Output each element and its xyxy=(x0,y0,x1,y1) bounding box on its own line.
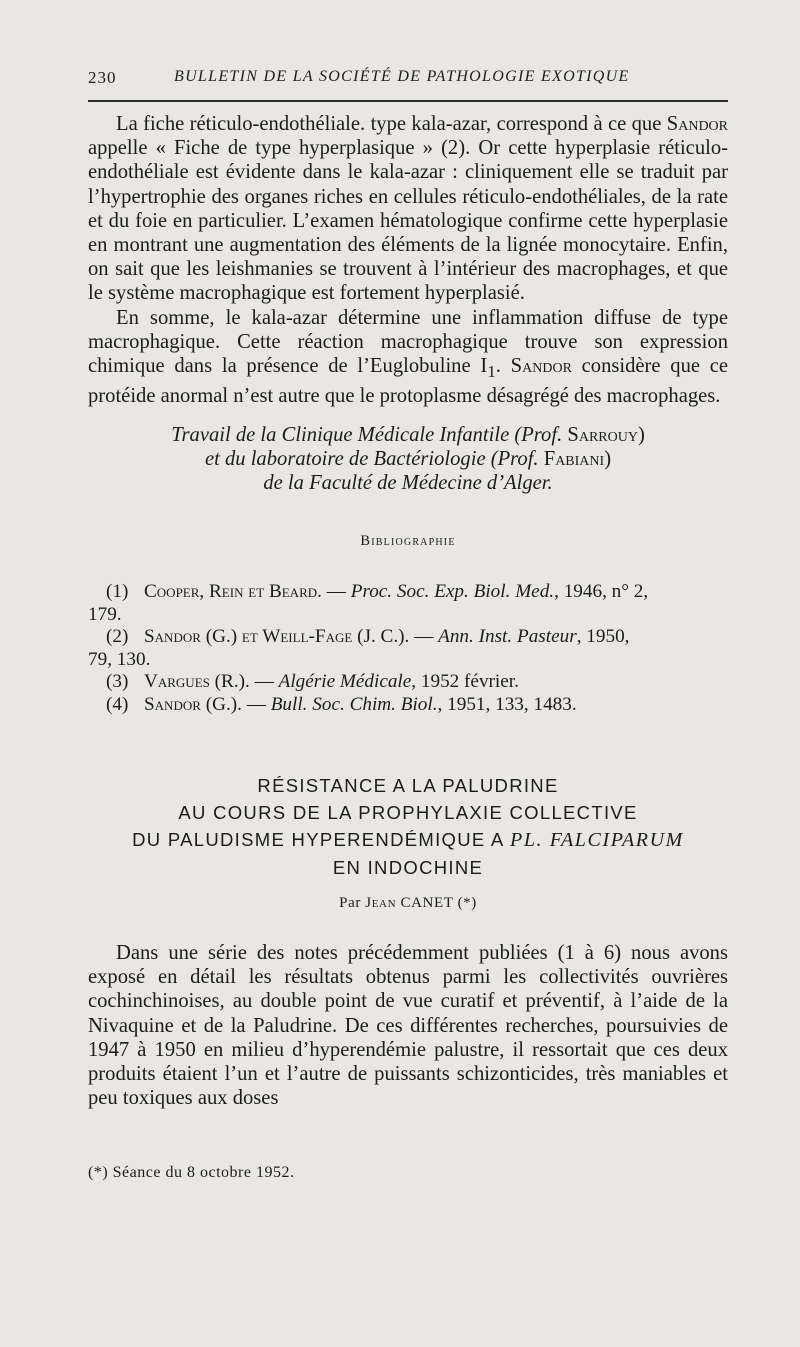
species-name: PL. FALCIPARUM xyxy=(510,828,684,851)
author-first-name: Jean xyxy=(365,894,397,911)
main-text xyxy=(88,112,728,1110)
institution-credit xyxy=(88,423,728,495)
title-line-3: DU PALUDISME HYPERENDÉMIQUE A PL. FALCIPARUM xyxy=(132,828,684,851)
bibliography-entry xyxy=(88,626,728,671)
bibliography-list xyxy=(88,581,728,716)
professor-name: Sarrouy xyxy=(567,423,638,446)
credit-line-2: et du laboratoire de Bactériologie (Prof. Fabiani) xyxy=(204,447,612,470)
paragraph-2-text-c: considère que ce protéide anormal n’est autre que le protoplasme désagrégé des macrophages. xyxy=(88,355,729,408)
reference-number: (1) xyxy=(106,580,129,602)
bibliography-entry xyxy=(88,694,728,716)
author-name: Sandor xyxy=(510,355,572,378)
paragraph-2-text-b: . xyxy=(495,355,511,378)
title-line-2: AU COURS DE LA PROPHYLAXIE COLLECTIVE xyxy=(178,801,638,823)
reference-text: Cooper, Rein et Beard. — Proc. Soc. Exp. Biol. Med., 1946, n° 2, xyxy=(144,580,649,602)
running-head: BULLETIN DE LA SOCIÉTÉ DE PATHOLOGIE EXOTIQUE xyxy=(174,68,630,85)
reference-continuation: 179. xyxy=(88,604,122,626)
subscript: 1 xyxy=(487,362,496,382)
page-number: 230 xyxy=(88,68,117,87)
title-line-1: RÉSISTANCE A LA PALUDRINE xyxy=(257,774,559,796)
credit-line-3: de la Faculté de Médecine d’Alger. xyxy=(263,471,553,494)
bibliography-title: Bibliographie xyxy=(360,532,456,549)
credit-line-1: Travail de la Clinique Médicale Infantile (Prof. Sarrouy) xyxy=(171,423,645,446)
reference-text: Sandor (G.) et Weill-Fage (J. C.). — Ann. Inst. Pasteur, 1950, xyxy=(144,625,630,647)
title-line-4: EN INDOCHINE xyxy=(332,856,484,878)
paragraph-2-text-a: En somme, le kala-azar détermine une inflammation diffuse de type macrophagique. Cette réaction macrophagique trouve son expression chimique dans la présence de l’Euglobuline I xyxy=(88,306,728,378)
journal-name: Algérie Médicale xyxy=(278,670,412,692)
author-name: Sandor xyxy=(666,113,728,135)
paragraph-1 xyxy=(88,112,728,306)
reference-continuation: 79, 130. xyxy=(88,649,151,671)
paragraph-1-text-a: La fiche réticulo-endothéliale. type kala-azar, correspond à ce que xyxy=(116,113,667,135)
paragraph-3: Dans une série des notes précédemment publiées (1 à 6) nous avons exposé en détail les résultats obtenus parmi les collectivités ouvrières cochinchinoises, au double point de vue curatif et préventif, à l’aide de la Nivaquine et de la Paludrine. De ces différentes recherches, poursuivies de 1947 à 1950 en milieu d’hyperendémie palustre, il ressortait que ces deux produits étaient l’un et l’autre de puissants schizonticides, très maniables et peu toxiques aux doses xyxy=(88,941,728,1110)
journal-name: Bull. Soc. Chim. Biol. xyxy=(270,694,438,716)
header-rule xyxy=(88,100,728,102)
footnote-mark: (*) xyxy=(453,894,477,911)
author-surname: CANET xyxy=(400,894,454,911)
professor-name: Fabiani xyxy=(543,447,605,470)
reference-text: Sandor (G.). — Bull. Soc. Chim. Biol., 1951, 133, 1483. xyxy=(144,694,577,716)
reference-text: Vargues (R.). — Algérie Médicale, 1952 février. xyxy=(144,670,519,692)
paragraph-1-text-b: appelle « Fiche de type hyperplasique » (2). Or cette hyperplasie réticulo-endothéliale est évidente dans le kala-azar : cliniquement elle se traduit par l’hypertrophie des organes riches en cellules réticulo-endothéliales, de la rate et du foie en particulier. L’examen hématologique confirme cette hyperplasie en montrant une augmentation des éléments de la lignée monocytaire. Enfin, on sait que les leishmanies se trouvent à l’intérieur des macrophages, et que le système macrophagique est fortement hyperplasié. xyxy=(88,137,728,305)
bibliography-entry xyxy=(88,671,728,693)
article-title xyxy=(88,772,728,881)
journal-name: Proc. Soc. Exp. Biol. Med. xyxy=(350,580,555,602)
reference-number: (2) xyxy=(106,625,129,647)
byline: Par Jean CANET (*) xyxy=(339,894,477,911)
paragraph-2 xyxy=(88,306,728,409)
journal-name: Ann. Inst. Pasteur xyxy=(438,625,577,647)
bibliography-entry xyxy=(88,581,728,626)
reference-number: (4) xyxy=(106,694,129,716)
footnote: (*) Séance du 8 octobre 1952. xyxy=(88,1164,295,1181)
reference-number: (3) xyxy=(106,670,129,692)
page-header xyxy=(88,68,728,98)
